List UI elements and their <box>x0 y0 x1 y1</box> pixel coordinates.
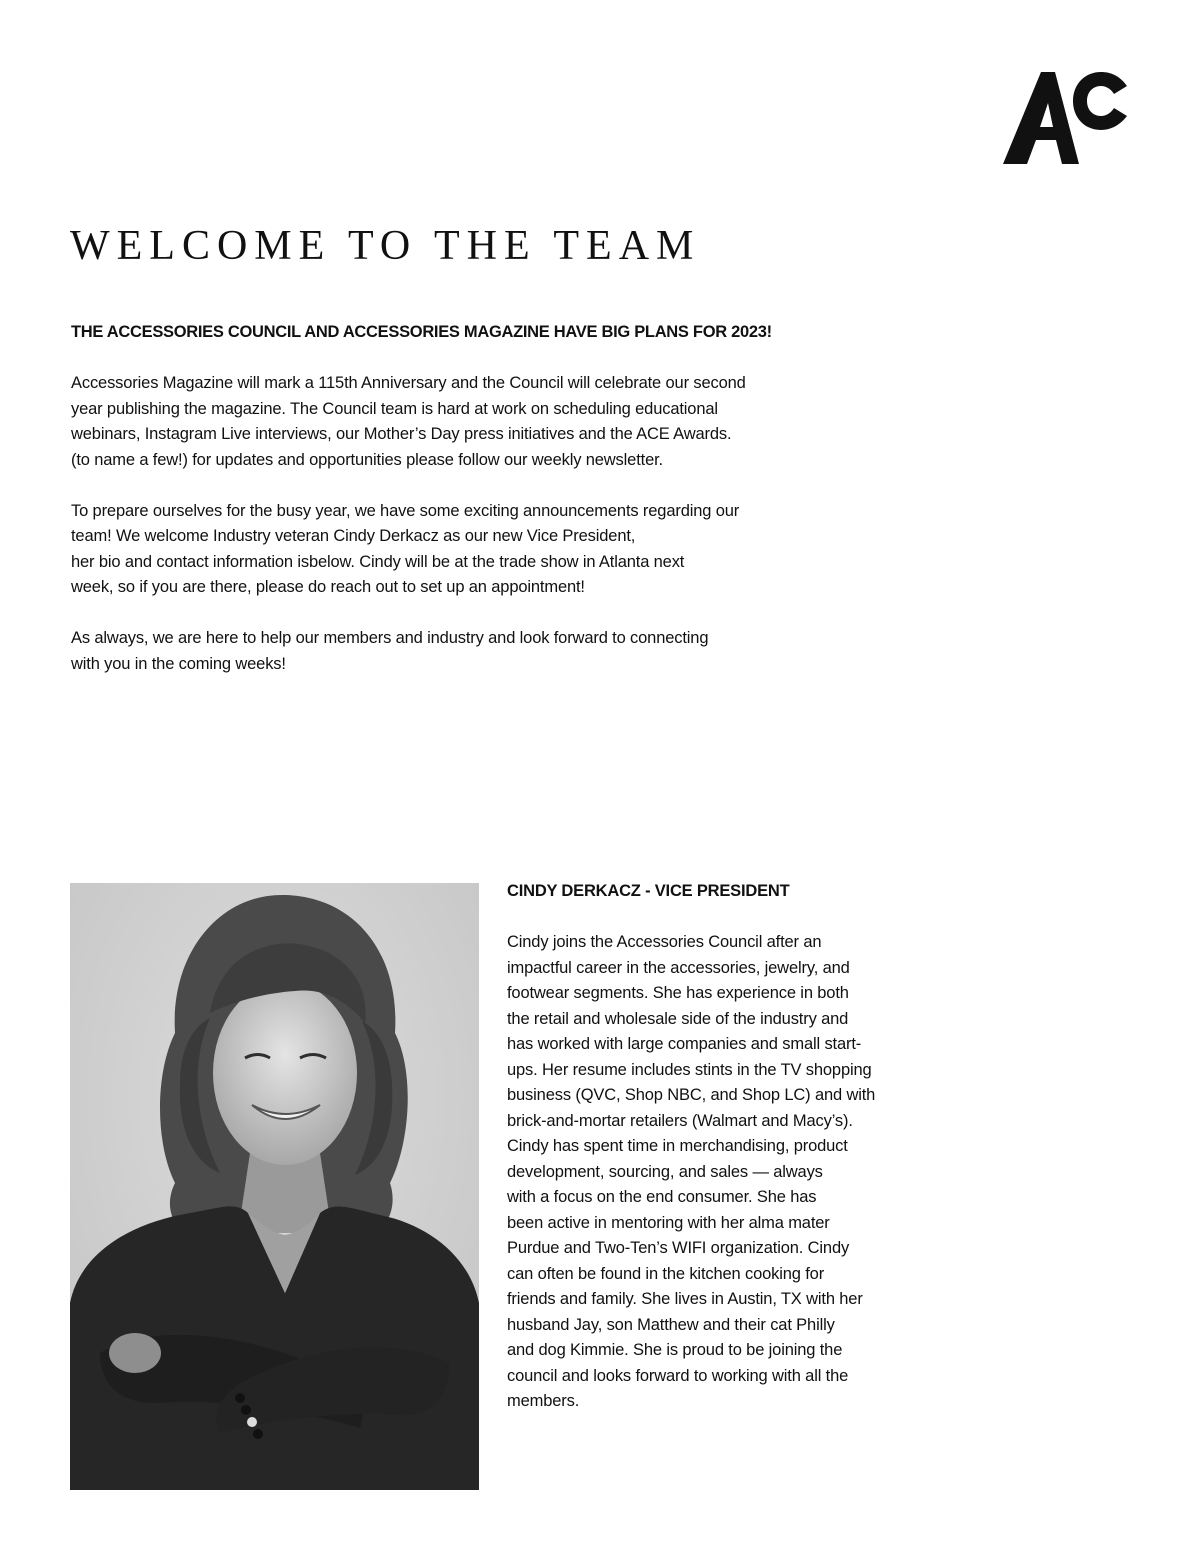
text-line: Cindy has spent time in merchandising, product <box>507 1137 848 1155</box>
intro-paragraph-2 <box>71 499 831 601</box>
bio-text <box>507 930 927 1415</box>
text-line: week, so if you are there, please do reach out to set up an appointment! <box>71 578 585 596</box>
text-line: has worked with large companies and small start- <box>507 1035 862 1053</box>
text-line: her bio and contact information isbelow. Cindy will be at the trade show in Atlanta next <box>71 552 685 571</box>
text-line: council and looks forward to working with all the <box>507 1366 849 1385</box>
text-line: business (QVC, Shop NBC, and Shop LC) and with <box>507 1086 876 1104</box>
text-line: friends and family. She lives in Austin, TX with her <box>507 1290 863 1308</box>
text-line: brick-and-mortar retailers (Walmart and Macy’s). <box>507 1111 853 1130</box>
portrait-image <box>70 883 479 1490</box>
text-line: impactful career in the accessories, jewelry, and <box>507 958 850 977</box>
text-line: development, sourcing, and sales — always <box>507 1162 823 1181</box>
text-line: been active in mentoring with her alma mater <box>507 1213 830 1232</box>
intro-section <box>71 371 831 703</box>
text-line: and dog Kimmie. She is proud to be joining the <box>507 1341 843 1359</box>
text-line: members. <box>507 1392 580 1410</box>
text-line: Accessories Magazine will mark a 115th Anniversary and the Council will celebrate our second <box>71 374 746 392</box>
text-line: Cindy joins the Accessories Council after an <box>507 933 822 951</box>
text-line: year publishing the magazine. The Council team is hard at work on scheduling educational <box>71 399 718 418</box>
text-line: Purdue and Two-Ten’s WIFI organization. Cindy <box>507 1239 850 1257</box>
ac-logo <box>1003 70 1129 166</box>
text-line: As always, we are here to help our members and industry and look forward to connecting <box>71 629 709 647</box>
text-line: To prepare ourselves for the busy year, we have some exciting announcements regarding our <box>71 501 740 520</box>
text-line: ups. Her resume includes stints in the TV shopping <box>507 1060 872 1079</box>
text-line: can often be found in the kitchen cooking for <box>507 1264 825 1283</box>
intro-paragraph-1 <box>71 371 831 473</box>
text-line: with a focus on the end consumer. She has <box>507 1188 817 1206</box>
text-line: team! We welcome Industry veteran Cindy Derkacz as our new Vice President, <box>71 527 636 545</box>
text-line: (to name a few!) for updates and opportunities please follow our weekly newsletter. <box>71 450 663 469</box>
text-line: the retail and wholesale side of the industry and <box>507 1009 849 1028</box>
text-line: footwear segments. She has experience in both <box>507 984 849 1002</box>
text-line: husband Jay, son Matthew and their cat Philly <box>507 1315 835 1334</box>
text-line: webinars, Instagram Live interviews, our Mother’s Day press initiatives and the ACE Awards. <box>71 425 732 443</box>
text-line: with you in the coming weeks! <box>71 654 286 673</box>
page-title: WELCOME TO THE TEAM <box>70 223 701 269</box>
headline: THE ACCESSORIES COUNCIL AND ACCESSORIES MAGAZINE HAVE BIG PLANS FOR 2023! <box>71 323 772 341</box>
portrait-photo <box>70 883 479 1490</box>
ac-logo-icon <box>1003 70 1129 166</box>
intro-paragraph-3 <box>71 626 831 677</box>
bio-heading: CINDY DERKACZ - VICE PRESIDENT <box>507 882 790 900</box>
